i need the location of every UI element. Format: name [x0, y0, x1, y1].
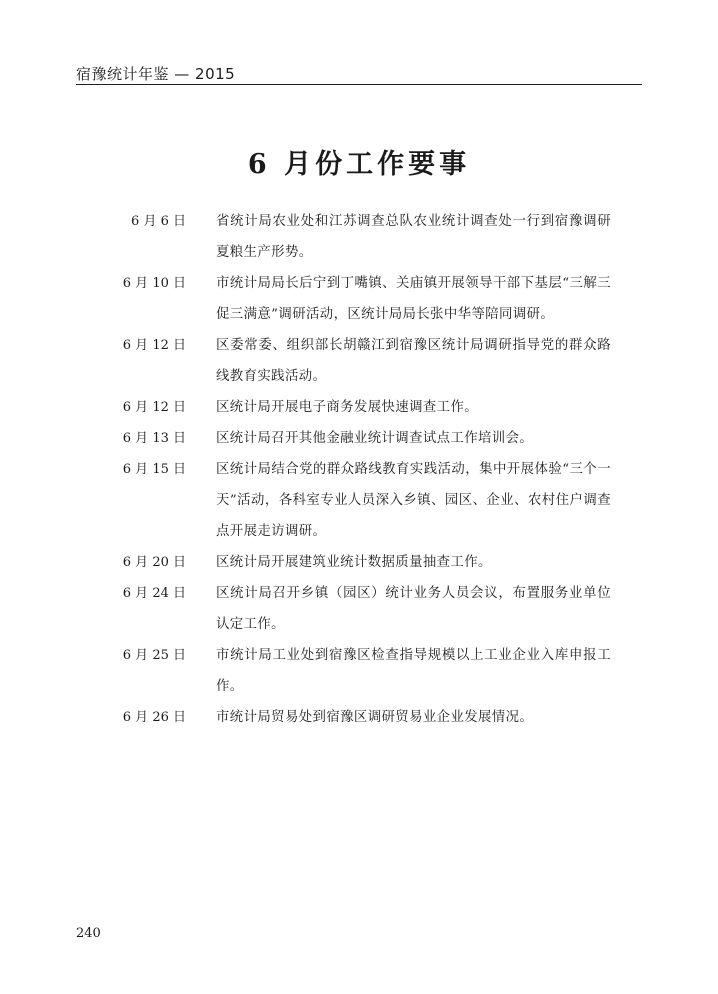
- event-date: 6 月 26 日: [122, 710, 186, 725]
- event-text: 区统计局开展电子商务发展快速调查工作。: [216, 400, 479, 415]
- event-text: 区委常委、组织部长胡赣江到宿豫区统计局调研指导党的群众路线教育实践活动。: [216, 338, 611, 384]
- event-date: 6 月 12 日: [122, 400, 186, 415]
- event-date: 6 月 25 日: [122, 648, 186, 663]
- event-entry: [100, 268, 620, 330]
- event-entry: [100, 330, 620, 392]
- page-number: 240: [76, 926, 101, 941]
- event-list: [100, 206, 620, 733]
- event-text: 市统计局工业处到宿豫区检查指导规模以上工业企业入库申报工作。: [216, 648, 611, 694]
- event-date: 6 月 20 日: [122, 555, 186, 570]
- event-date: 6 月 13 日: [122, 431, 186, 446]
- event-date: 6 月 15 日: [122, 462, 186, 477]
- event-entry: [100, 640, 620, 702]
- event-text: 区统计局召开其他金融业统计调查试点工作培训会。: [216, 431, 534, 446]
- header-rule: [76, 84, 642, 85]
- event-date: 6 月 10 日: [122, 276, 186, 291]
- event-text: 省统计局农业处和江苏调查总队农业统计调查处一行到宿豫调研夏粮生产形势。: [216, 214, 611, 260]
- event-entry: [100, 547, 620, 578]
- event-text: 市统计局贸易处到宿豫区调研贸易业企业发展情况。: [216, 710, 534, 725]
- event-entry: [100, 206, 620, 268]
- event-date: 6 月 24 日: [122, 586, 186, 601]
- page-title: 6 月份工作要事: [247, 149, 471, 180]
- event-date: 6 月 12 日: [122, 338, 186, 353]
- event-text: 区统计局结合党的群众路线教育实践活动，集中开展体验“三个一天”活动，各科室专业人员深入乡镇、园区、企业、农村住户调查点开展走访调研。: [216, 462, 611, 539]
- event-date: 6 月 6 日: [131, 214, 186, 229]
- event-text: 区统计局召开乡镇（园区）统计业务人员会议，布置服务业单位认定工作。: [216, 586, 611, 632]
- event-text: 区统计局开展建筑业统计数据质量抽查工作。: [216, 555, 492, 570]
- event-text: 市统计局局长后宁到丁嘴镇、关庙镇开展领导干部下基层“三解三促三满意”调研活动，区统计局局长张中华等陪同调研。: [216, 276, 611, 322]
- event-entry: [100, 702, 620, 733]
- event-entry: [100, 423, 620, 454]
- event-entry: [100, 578, 620, 640]
- event-entry: [100, 392, 620, 423]
- running-header: 宿豫统计年鉴 — 2015: [76, 65, 236, 83]
- event-entry: [100, 454, 620, 547]
